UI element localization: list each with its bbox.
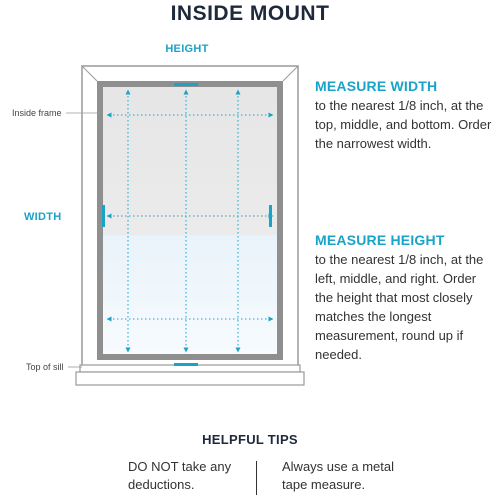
page-title: INSIDE MOUNT	[170, 2, 330, 25]
tip-item: DO NOT take any deductions.	[128, 459, 232, 492]
top-of-sill-label: Top of sill	[26, 362, 64, 372]
tip-item: Always use a metal tape measure.	[282, 459, 394, 492]
measure-width-heading: MEASURE WIDTH	[315, 78, 438, 94]
height-bottom-bar	[174, 363, 198, 366]
measure-height-text: to the nearest 1/8 inch, at the left, middle, and right. Order the height that most closely matches the longest measurement, round up if needed.	[315, 252, 484, 362]
height-top-bar	[174, 83, 198, 86]
width-right-bar	[269, 205, 272, 227]
width-label: WIDTH	[24, 211, 62, 223]
width-left-bar	[102, 205, 105, 227]
measure-height-heading: MEASURE HEIGHT	[315, 232, 445, 248]
inside-frame-label: Inside frame	[12, 108, 62, 118]
helpful-tips-title: HELPFUL TIPS	[202, 432, 298, 447]
measure-width-text: to the nearest 1/8 inch, at the top, middle, and bottom. Order the narrowest width.	[315, 98, 492, 151]
height-label: HEIGHT	[165, 43, 209, 55]
tips-divider	[256, 461, 257, 495]
window-sill	[76, 365, 304, 385]
